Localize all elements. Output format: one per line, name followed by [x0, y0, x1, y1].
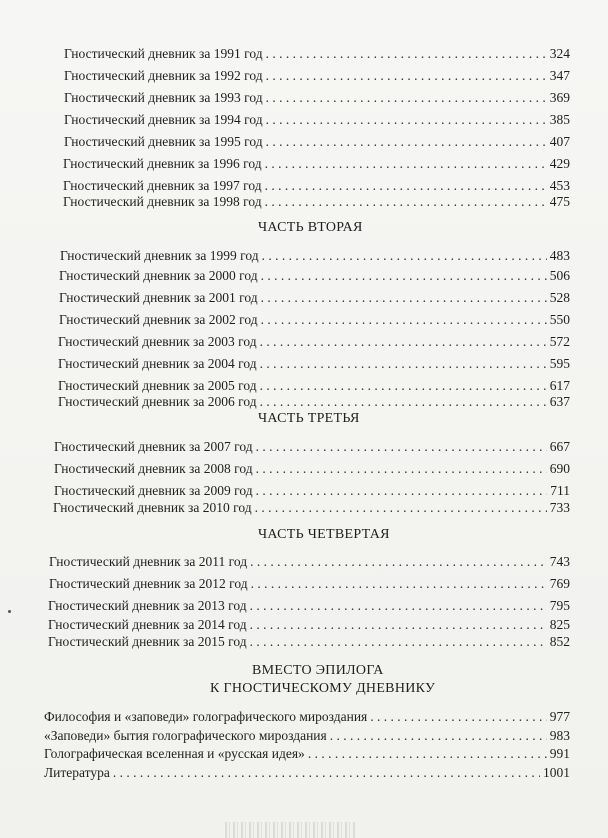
dot-leader — [262, 247, 547, 265]
toc-entry — [48, 616, 570, 634]
toc-entry — [54, 460, 570, 478]
dot-leader — [255, 499, 547, 517]
dot-leader — [250, 553, 547, 571]
dot-leader — [261, 267, 547, 285]
toc-entry — [44, 745, 570, 763]
entry-title: Гностический дневник за 2012 год — [49, 576, 248, 591]
entry-page: 429 — [549, 156, 570, 171]
epilogue-heading-line2: К ГНОСТИЧЕСКОМУ ДНЕВНИКУ — [210, 681, 436, 696]
entry-page: 795 — [549, 598, 570, 613]
entry-page: 347 — [549, 68, 570, 83]
section-heading: ЧАСТЬ ЧЕТВЕРТАЯ — [258, 527, 390, 542]
entry-title: Гностический дневник за 1998 год — [63, 194, 262, 209]
dot-leader — [330, 727, 547, 745]
entry-title: Гностический дневник за 1995 год — [64, 134, 263, 149]
entry-title: Гностический дневник за 2002 год — [59, 312, 258, 327]
dot-leader — [250, 616, 547, 634]
entry-title: Гностический дневник за 1992 год — [64, 68, 263, 83]
toc-entry — [58, 393, 570, 411]
entry-title: Гностический дневник за 2011 год — [49, 554, 248, 569]
entry-title: Гностический дневник за 2007 год — [54, 439, 253, 454]
dot-leader — [256, 482, 548, 500]
ink-speck — [8, 610, 11, 613]
toc-entry — [49, 575, 570, 593]
entry-title: «Заповеди» бытия голографического мироздания — [44, 728, 327, 743]
entry-title: Гностический дневник за 2010 год — [53, 500, 252, 515]
toc-entry — [63, 193, 570, 211]
toc-entry — [59, 267, 570, 285]
entry-page: 983 — [549, 728, 570, 743]
dot-leader — [266, 133, 547, 151]
dot-leader — [265, 155, 547, 173]
entry-page: 733 — [549, 500, 570, 515]
entry-title: Гностический дневник за 2013 год — [48, 598, 247, 613]
toc-entry — [44, 708, 570, 726]
entry-page: 852 — [549, 634, 570, 649]
entry-page: 711 — [550, 483, 570, 498]
toc-entry — [58, 333, 570, 351]
dot-leader — [260, 355, 547, 373]
dot-leader — [251, 575, 547, 593]
entry-page: 506 — [549, 268, 570, 283]
entry-title: Гностический дневник за 2009 год — [54, 483, 253, 498]
dot-leader — [260, 393, 547, 411]
dot-leader — [266, 89, 547, 107]
dot-leader — [261, 289, 547, 307]
toc-entry — [54, 438, 570, 456]
entry-page: 769 — [549, 576, 570, 591]
toc-entry — [48, 633, 570, 651]
entry-title: Гностический дневник за 2015 год — [48, 634, 247, 649]
entry-page: 667 — [549, 439, 570, 454]
toc-entry — [49, 553, 570, 571]
entry-title: Гностический дневник за 1993 год — [64, 90, 263, 105]
toc-entry — [58, 355, 570, 373]
toc-entry — [64, 89, 570, 107]
dot-leader — [256, 460, 547, 478]
toc-entry — [54, 482, 570, 500]
entry-page: 483 — [549, 248, 570, 263]
entry-page: 690 — [549, 461, 570, 476]
toc-entry — [44, 727, 570, 745]
entry-page: 743 — [549, 554, 570, 569]
dot-leader — [261, 311, 547, 329]
entry-page: 617 — [549, 378, 570, 393]
entry-title: Гностический дневник за 1997 год — [63, 178, 262, 193]
dot-leader — [250, 633, 547, 651]
entry-page: 825 — [549, 617, 570, 632]
entry-page: 572 — [549, 334, 570, 349]
entry-title: Гностический дневник за 2003 год — [58, 334, 257, 349]
toc-entry — [53, 499, 570, 517]
dot-leader — [370, 708, 546, 726]
entry-title: Гностический дневник за 2005 год — [58, 378, 257, 393]
dot-leader — [266, 45, 547, 63]
entry-title: Литература — [44, 765, 110, 780]
toc-entry — [64, 45, 570, 63]
entry-title: Гностический дневник за 1991 год — [64, 46, 263, 61]
entry-page: 637 — [549, 394, 570, 409]
toc-entry — [48, 597, 570, 615]
entry-title: Гностический дневник за 1994 год — [64, 112, 263, 127]
epilogue-heading-line1: ВМЕСТО ЭПИЛОГА — [252, 663, 384, 678]
entry-title: Гностический дневник за 1996 год — [63, 156, 262, 171]
toc-entry — [64, 133, 570, 151]
entry-page: 1001 — [543, 765, 570, 780]
entry-page: 385 — [549, 112, 570, 127]
dot-leader — [266, 67, 547, 85]
entry-title: Гностический дневник за 1999 год — [60, 248, 259, 263]
entry-page: 453 — [549, 178, 570, 193]
entry-title: Философия и «заповеди» голографического мироздания — [44, 709, 368, 724]
toc-entry — [64, 111, 570, 129]
dot-leader — [113, 764, 540, 782]
toc-entry — [59, 311, 570, 329]
entry-title: Гностический дневник за 2014 год — [48, 617, 247, 632]
entry-page: 977 — [549, 709, 570, 724]
entry-title: Гностический дневник за 2006 год — [58, 394, 257, 409]
dot-leader — [250, 597, 547, 615]
entry-page: 550 — [549, 312, 570, 327]
entry-page: 991 — [549, 746, 570, 761]
section-heading: ЧАСТЬ ТРЕТЬЯ — [258, 411, 360, 426]
toc-entry — [64, 67, 570, 85]
entry-title: Голографическая вселенная и «русская идея» — [44, 746, 305, 761]
entry-title: Гностический дневник за 2001 год — [59, 290, 258, 305]
entry-page: 324 — [549, 46, 570, 61]
dot-leader — [266, 111, 547, 129]
entry-page: 528 — [549, 290, 570, 305]
entry-page: 369 — [549, 90, 570, 105]
section-heading: ЧАСТЬ ВТОРАЯ — [258, 220, 363, 235]
dot-leader — [308, 745, 547, 763]
dot-leader — [256, 438, 547, 456]
entry-title: Гностический дневник за 2008 год — [54, 461, 253, 476]
dot-leader — [265, 193, 547, 211]
toc-entry — [63, 155, 570, 173]
entry-page: 407 — [549, 134, 570, 149]
entry-page: 595 — [549, 356, 570, 371]
toc-entry — [60, 247, 570, 265]
entry-title: Гностический дневник за 2000 год — [59, 268, 258, 283]
dot-leader — [260, 333, 547, 351]
entry-title: Гностический дневник за 2004 год — [58, 356, 257, 371]
entry-page: 475 — [549, 194, 570, 209]
barcode-strip — [225, 822, 355, 838]
toc-entry — [59, 289, 570, 307]
toc-entry — [44, 764, 570, 782]
